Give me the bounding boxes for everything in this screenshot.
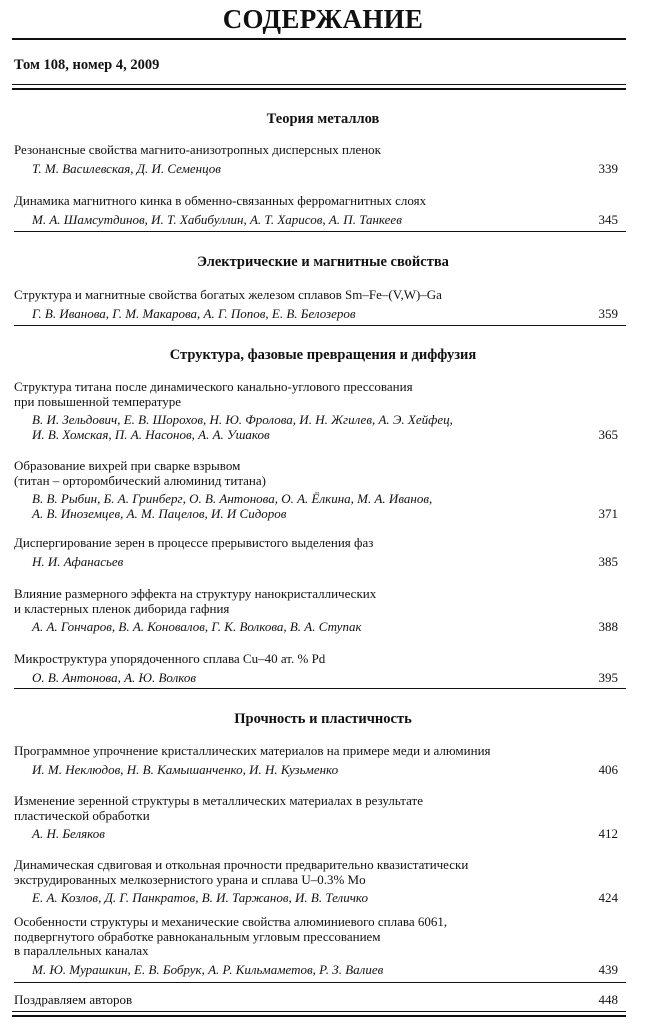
toc-entry	[14, 194, 626, 227]
section-title-theory: Теория металлов	[266, 111, 380, 127]
entry-title: Образование вихрей при сварке взрывом (титан – орторомбический алюминид титана)	[14, 458, 266, 488]
entry-page: 412	[598, 826, 618, 842]
entry-authors: Т. М. Василевская, Д. И. Семенцов	[32, 160, 221, 176]
section-title-electric-magnetic: Электрические и магнитные свойства	[197, 254, 449, 270]
entry-title: Влияние размерного эффекта на структуру нанокристаллических и кластерных пленок диборида гафния	[14, 586, 377, 616]
volume-label: Том 108, номер 4, 2009	[14, 57, 160, 73]
section-title-structure: Структура, фазовые превращения и диффузия	[169, 347, 477, 363]
entry-title: Диспергирование зерен в процессе прерывистого выделения фаз	[14, 535, 374, 550]
section-rule	[14, 325, 626, 326]
entry-page: 395	[598, 669, 618, 685]
toc-entry	[14, 858, 626, 906]
entry-title: Структура и магнитные свойства богатых железом сплавов Sm–Fe–(V,W)–Ga	[14, 287, 442, 302]
entry-page: 406	[598, 761, 618, 777]
entry-authors: В. И. Зельдович, Е. В. Шорохов, Н. Ю. Фролова, И. Н. Жгилев, А. Э. Хейфец, И. В. Хомская, П. А. Насонов, А. А. Ушаков	[32, 412, 453, 442]
entry-authors: Г. В. Иванова, Г. М. Макарова, А. Г. Попов, Е. В. Белозеров	[32, 305, 356, 321]
entry-authors: Н. И. Афанасьев	[32, 553, 124, 569]
entry-page: 345	[598, 211, 618, 227]
entry-authors: В. В. Рыбин, Б. А. Гринберг, О. В. Антонова, О. А. Ёлкина, М. А. Иванов, А. В. Иноземцев, А. М. Пацелов, И. И Сидоров	[32, 491, 433, 521]
entry-authors: М. Ю. Мурашкин, Е. В. Бобрук, А. Р. Кильмаметов, Р. З. Валиев	[32, 961, 384, 977]
entry-page: 371	[598, 505, 618, 521]
entry-title: Структура титана после динамического канально-углового прессования при повышенной температуре	[14, 379, 413, 409]
toc-entry	[14, 652, 626, 685]
closing-rule-top	[12, 1011, 626, 1012]
page-title: СОДЕРЖАНИЕ	[222, 4, 424, 34]
entry-page: 439	[598, 961, 618, 977]
toc-entry	[14, 915, 626, 977]
entry-title: Микроструктура упорядоченного сплава Cu–40 ат. % Pd	[14, 651, 326, 666]
entry-authors: М. А. Шамсутдинов, И. Т. Хабибуллин, А. Т. Харисов, А. П. Танкеев	[32, 211, 402, 227]
toc-entry	[14, 744, 626, 777]
entry-title: Поздравляем авторов	[14, 992, 133, 1007]
entry-title: Программное упрочнение кристаллических материалов на примере меди и алюминия	[14, 743, 491, 758]
volume-rule-bottom	[12, 88, 626, 90]
section-rule	[14, 688, 626, 689]
toc-entry	[14, 536, 626, 569]
section-rule	[14, 982, 626, 983]
toc-entry	[14, 459, 626, 521]
entry-authors: А. Н. Беляков	[32, 826, 105, 842]
entry-title: Динамика магнитного кинка в обменно-связанных ферромагнитных слоях	[14, 193, 427, 208]
entry-authors: И. М. Неклюдов, Н. В. Камышанченко, И. Н. Кузьменко	[32, 761, 339, 777]
title-rule	[12, 38, 626, 40]
toc-entry	[14, 143, 626, 176]
entry-authors: Е. А. Козлов, Д. Г. Панкратов, В. И. Таржанов, И. В. Теличко	[32, 890, 368, 906]
section-rule	[14, 231, 626, 232]
toc-entry	[14, 288, 626, 321]
entry-title: Динамическая сдвиговая и откольная прочности предварительно квазистатически экструдированных мелкозернистого урана и сплава U–0.3% Mo	[14, 857, 469, 887]
section-title-strength: Прочность и пластичность	[234, 711, 412, 727]
entry-title: Изменение зеренной структуры в металлических материалах в результате пластической обработки	[14, 793, 423, 823]
entry-authors: О. В. Антонова, А. Ю. Волков	[32, 669, 196, 685]
closing-rule-bottom	[12, 1015, 626, 1017]
entry-page: 365	[598, 426, 618, 442]
toc-entry	[14, 587, 626, 635]
toc-entry-closing	[14, 993, 626, 1008]
toc-entry	[14, 794, 626, 842]
entry-authors: А. А. Гончаров, В. А. Коновалов, Г. К. Волкова, В. А. Ступак	[32, 619, 362, 635]
toc-entry	[14, 380, 626, 442]
entry-page: 424	[598, 890, 618, 906]
entry-page: 359	[598, 305, 618, 321]
entry-title: Резонансные свойства магнито-анизотропных дисперсных пленок	[14, 142, 381, 157]
entry-page: 448	[598, 992, 618, 1007]
entry-title: Особенности структуры и механические свойства алюминиевого сплава 6061, подвергнутого обработке равноканальным угловым прессованием в параллельных каналах	[14, 914, 448, 959]
entry-page: 339	[598, 160, 618, 176]
volume-rule-top	[12, 84, 626, 85]
entry-page: 388	[598, 619, 618, 635]
entry-page: 385	[598, 553, 618, 569]
